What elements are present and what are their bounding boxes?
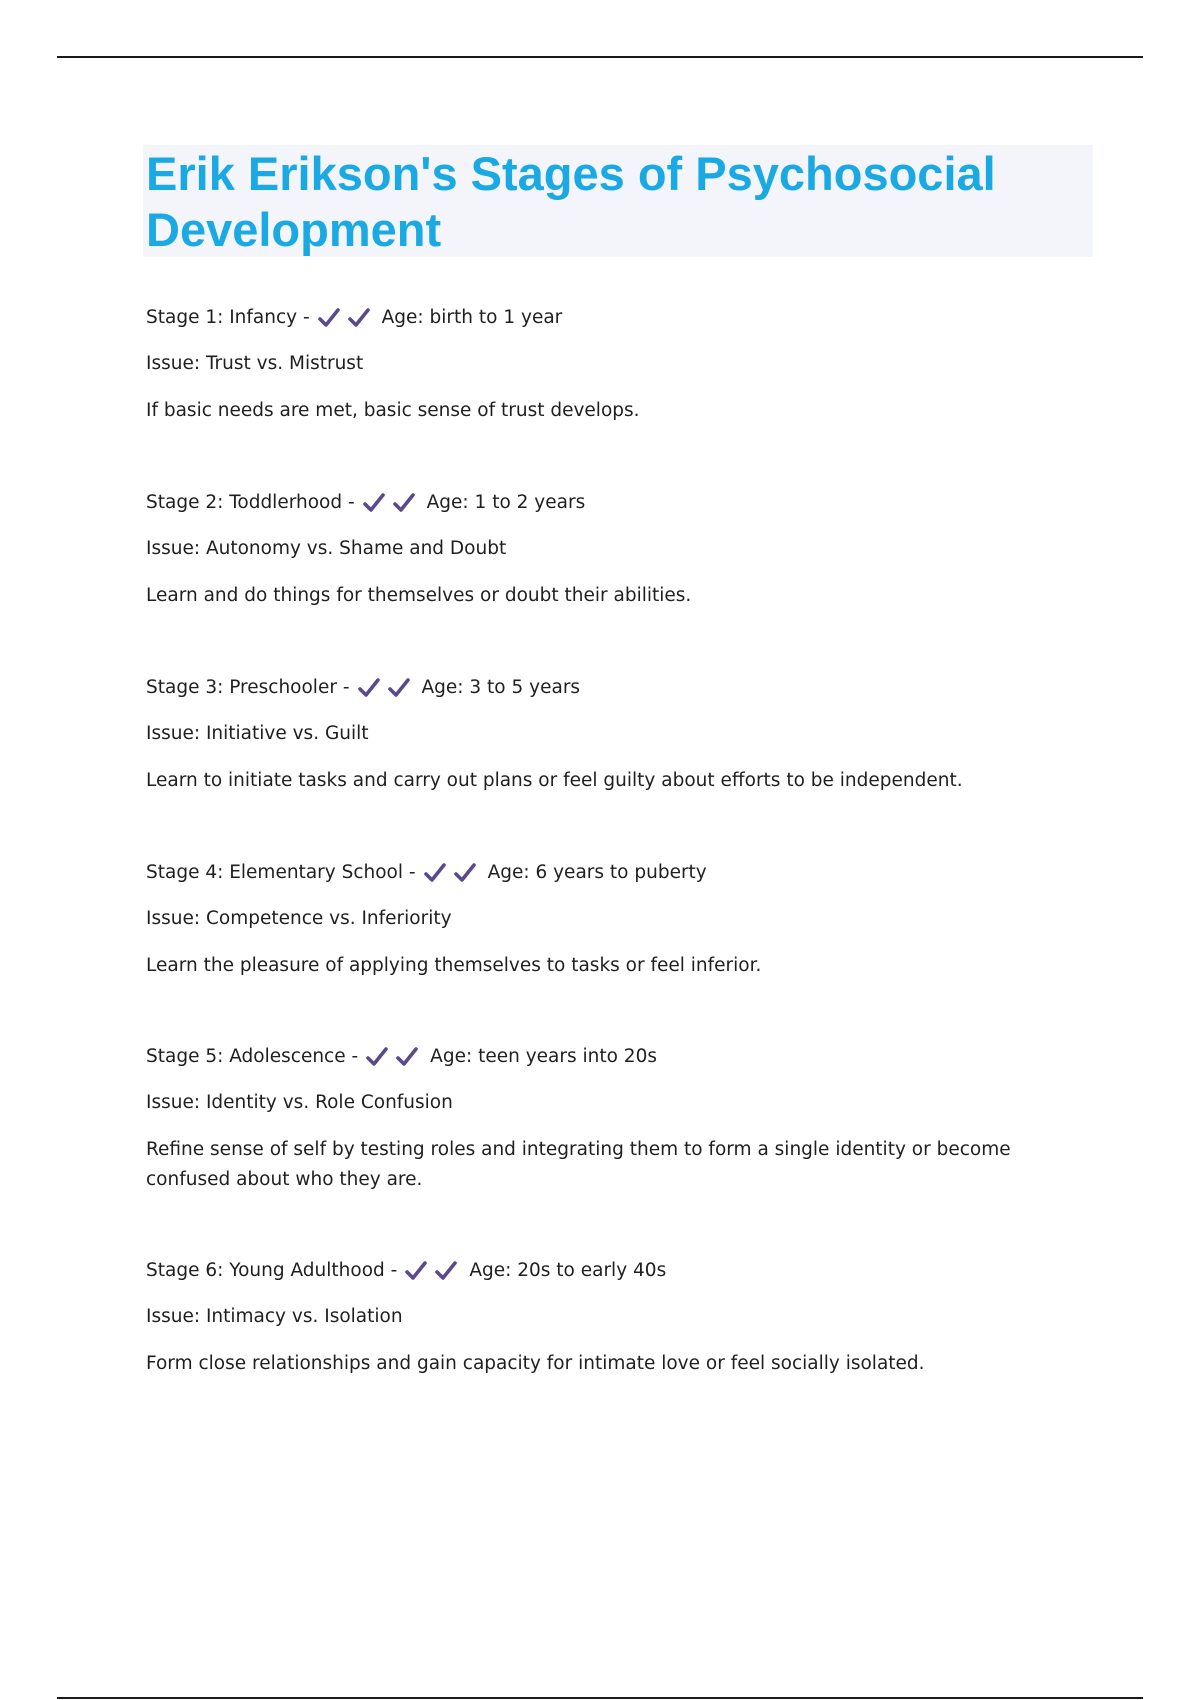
checkmark-icon	[424, 862, 446, 884]
stage-issue: Issue: Trust vs. Mistrust	[146, 353, 364, 374]
stage-description: Learn and do things for themselves or doubt their abilities.	[146, 585, 692, 606]
stage-description: If basic needs are met, basic sense of trust develops.	[146, 400, 640, 421]
stage-heading: Stage 3: Preschooler -	[146, 677, 350, 698]
stage-age: Age: teen years into 20s	[430, 1046, 657, 1067]
checkmark-icon	[363, 492, 385, 514]
stage-issue: Issue: Initiative vs. Guilt	[146, 723, 369, 744]
stage-description: Refine sense of self by testing roles and integrating them to form a single identity or become confused about who they are.	[146, 1139, 1011, 1190]
stage-age: Age: 3 to 5 years	[421, 677, 581, 698]
checkmark-icon	[358, 677, 380, 699]
stage-heading: Stage 6: Young Adulthood -	[146, 1260, 398, 1281]
stage-heading: Stage 5: Adolescence -	[146, 1046, 359, 1067]
stage-issue: Issue: Competence vs. Inferiority	[146, 908, 452, 929]
checkmark-icon	[366, 1046, 388, 1068]
stage-heading: Stage 2: Toddlerhood -	[146, 492, 355, 513]
stage-heading: Stage 4: Elementary School -	[146, 862, 416, 883]
bottom-rule	[57, 1697, 1143, 1699]
stage-heading: Stage 1: Infancy -	[146, 307, 310, 328]
checkmark-icon	[405, 1260, 427, 1282]
checkmark-icon	[454, 862, 476, 884]
checkmark-icon	[318, 307, 340, 329]
checkmark-icon	[393, 492, 415, 514]
stage-description: Form close relationships and gain capacity for intimate love or feel socially isolated.	[146, 1353, 925, 1374]
stage-issue: Issue: Autonomy vs. Shame and Doubt	[146, 538, 507, 559]
page-title: Erik Erikson's Stages of Psychosocial Development	[146, 147, 996, 256]
stage-issue: Issue: Identity vs. Role Confusion	[146, 1092, 453, 1113]
stage-age: Age: birth to 1 year	[381, 307, 563, 328]
stage-description: Learn the pleasure of applying themselves to tasks or feel inferior.	[146, 955, 762, 976]
top-rule	[57, 56, 1143, 58]
stage-description: Learn to initiate tasks and carry out plans or feel guilty about efforts to be independent.	[146, 770, 963, 791]
stage-age: Age: 6 years to puberty	[487, 862, 707, 883]
checkmark-icon	[396, 1046, 418, 1068]
stage-age: Age: 1 to 2 years	[426, 492, 586, 513]
checkmark-icon	[435, 1260, 457, 1282]
stage-age: Age: 20s to early 40s	[469, 1260, 667, 1281]
checkmark-icon	[348, 307, 370, 329]
stage-issue: Issue: Intimacy vs. Isolation	[146, 1306, 403, 1327]
checkmark-icon	[388, 677, 410, 699]
